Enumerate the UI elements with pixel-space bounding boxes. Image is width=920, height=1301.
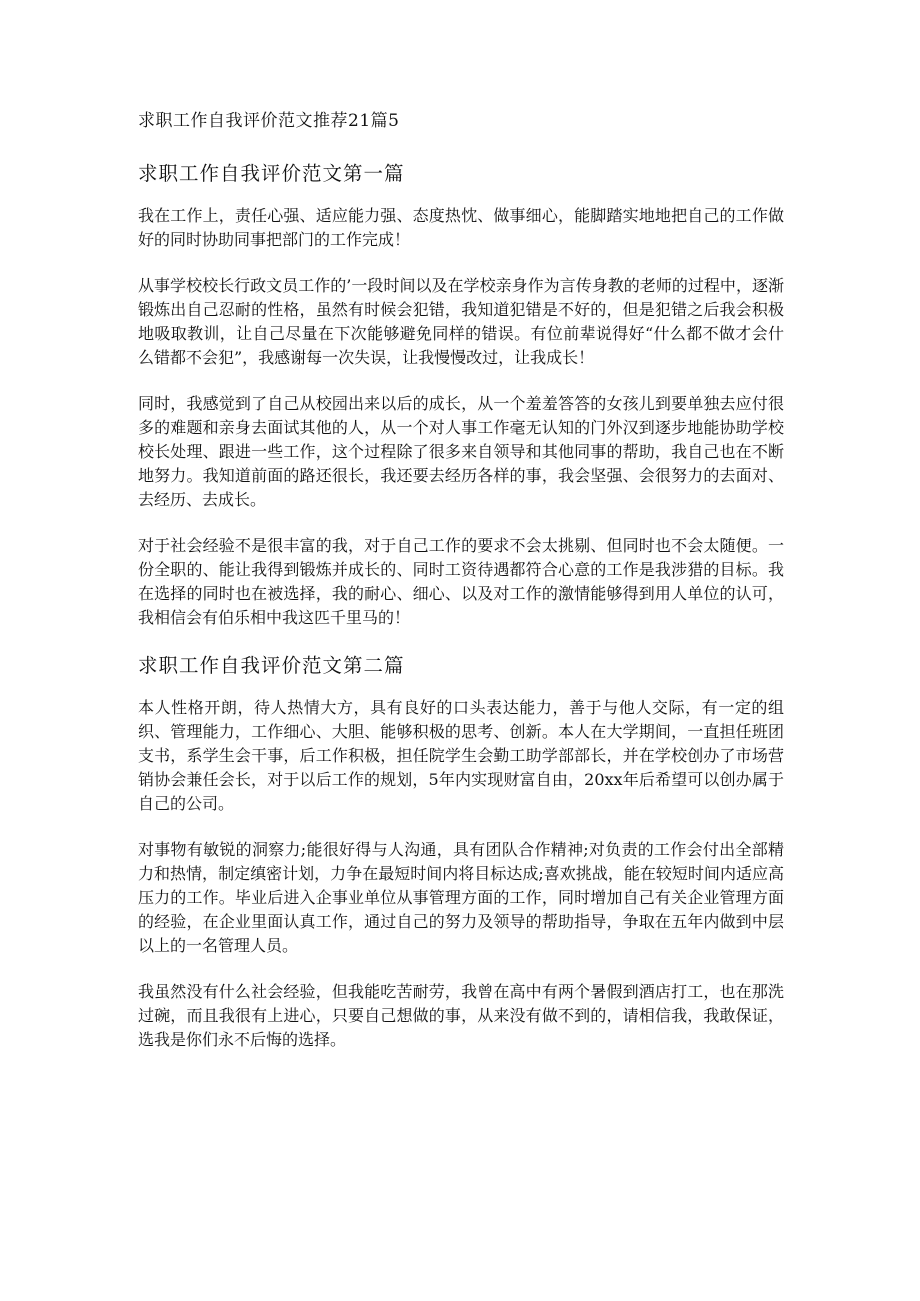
document-title: 求职工作自我评价范文推荐21篇5 [138,111,400,131]
paragraph: 对事物有敏锐的洞察力;能很好得与人沟通，具有团队合作精神;对负责的工作会付出全部精力和热情，制定缜密计划，力争在最短时间内将目标达成;喜欢挑战，能在较短时间内适应高压力的工作。毕业后进入企事业单位从事管理方面的工作，同时增加自己有关企业管理方面的经验，在企业里面认真工作，通过自己的努力及领导的帮助指导，争取在五年内做到中层以上的一名管理人员。 [138,840,784,955]
section-one [138,160,784,630]
section-heading: 求职工作自我评价范文第二篇 [138,654,405,677]
section-two [138,652,784,1052]
section-heading: 求职工作自我评价范文第一篇 [138,162,405,185]
paragraph: 同时，我感觉到了自己从校园出来以后的成长，从一个羞羞答答的女孩儿到要单独去应付很多的难题和亲身去面试其他的人，从一个对人事工作毫无认知的门外汉到逐步地能协助学校校长处理、跟进一些工作，这个过程除了很多来自领导和其他同事的帮助，我自己也在不断地努力。我知道前面的路还很长，我还要去经历各样的事，我会坚强、会很努力的去面对、去经历、去成长。 [138,394,784,509]
document-body [138,108,784,1074]
paragraph: 本人性格开朗，待人热情大方，具有良好的口头表达能力，善于与他人交际，有一定的组织、管理能力，工作细心、大胆、能够积极的思考、创新。本人在大学期间，一直担任班团支书，系学生会干事，后工作积极，担任院学生会勤工助学部部长，并在学校创办了市场营销协会兼任会长，对于以后工作的规划，5年内实现财富自由，20xx年后希望可以创办属于自己的公司。 [138,698,784,813]
paragraph: 我在工作上，责任心强、适应能力强、态度热忱、做事细心，能脚踏实地地把自己的工作做好的同时协助同事把部门的工作完成！ [138,206,784,249]
paragraph: 对于社会经验不是很丰富的我，对于自己工作的要求不会太挑剔、但同时也不会太随便。一份全职的、能让我得到锻炼并成长的、同时工资待遇都符合心意的工作是我涉猎的目标。我在选择的同时也在被选择，我的耐心、细心、以及对工作的激情能够得到用人单位的认可，我相信会有伯乐相中我这匹千里马的！ [138,536,784,627]
paragraph: 从事学校校长行政文员工作的’一段时间以及在学校亲身作为言传身教的老师的过程中，逐渐锻炼出自己忍耐的性格，虽然有时候会犯错，我知道犯错是不好的，但是犯错之后我会积极地吸取教训，让自己尽量在下次能够避免同样的错误。有位前辈说得好“什么都不做才会什么错都不会犯”，我感谢每一次失误，让我慢慢改过，让我成长！ [138,276,784,367]
paragraph: 我虽然没有什么社会经验，但我能吃苦耐劳，我曾在高中有两个暑假到酒店打工，也在那洗过碗，而且我很有上进心，只要自己想做的事，从来没有做不到的，请相信我，我敢保证，选我是你们永不后悔的选择。 [138,982,784,1049]
